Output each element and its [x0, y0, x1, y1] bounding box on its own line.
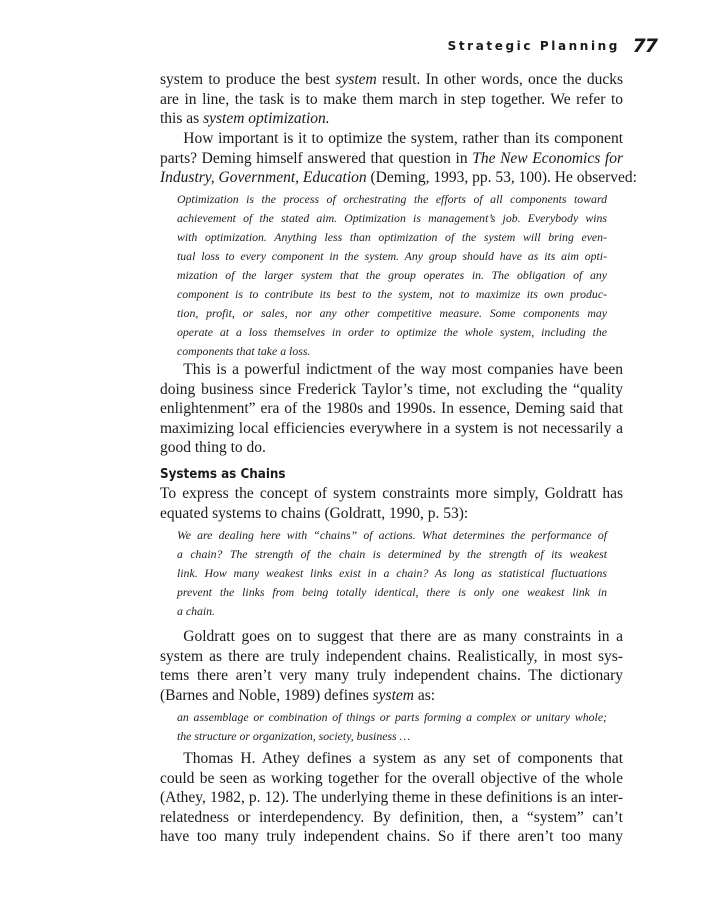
- text-run: tual loss to every component in the system. Any group should have as its aim opti-: [177, 249, 607, 263]
- text-line: [160, 788, 623, 808]
- text-line: [160, 438, 623, 458]
- text-run: result. In other words, once the ducks: [376, 71, 623, 88]
- text-run: tion, profit, or sales, nor any other competitive measure. Some components may: [177, 306, 607, 320]
- running-head: [300, 36, 657, 60]
- text-run: the structure or organization, society, business …: [177, 729, 411, 743]
- text-run: system as there are truly independent chains. Realistically, in most sys-: [160, 647, 623, 665]
- section-heading: Systems as Chains: [160, 467, 286, 482]
- text-line: [177, 727, 607, 746]
- text-run: components that take a loss.: [177, 344, 311, 358]
- text-line: [177, 228, 607, 247]
- text-run: have too many truly independent chains. So if there aren’t too many: [160, 828, 623, 845]
- text-line: [177, 602, 607, 621]
- paragraph-athey-definition: [160, 749, 623, 847]
- text-run: (Deming, 1993, pp. 53, 100). He observed:: [366, 169, 637, 186]
- italic-text: system optimization.: [203, 110, 330, 127]
- text-run: component is to contribute its best to the system, not to maximize its own produc-: [177, 287, 607, 301]
- paragraph-goldratt-chains: [160, 484, 623, 523]
- text-run: is the process of orchestrating the efforts of all components toward: [238, 192, 607, 206]
- text-line: [177, 708, 607, 727]
- text-line: [177, 564, 607, 583]
- text-line: [160, 149, 623, 169]
- text-run: prevent the links from being totally identical, there is only one weakest link in: [177, 585, 607, 599]
- text-line: [177, 323, 607, 342]
- text-line: [160, 129, 623, 149]
- text-line: [177, 583, 607, 602]
- text-line: [160, 399, 623, 419]
- text-run: equated systems to chains (Goldratt, 1990, p. 53):: [160, 504, 469, 522]
- page-number: 77: [632, 35, 657, 57]
- text-line: [177, 342, 607, 361]
- text-run: (Athey, 1982, p. 12). The underlying theme in these definitions is an inter-: [160, 789, 623, 806]
- text-line: [160, 70, 623, 90]
- text-line: [160, 666, 623, 686]
- italic-text: system: [372, 686, 414, 704]
- text-line: [160, 686, 623, 706]
- text-run: achievement of the stated aim. Optimization is management’s job. Everybody wins: [177, 211, 607, 225]
- text-run: an assemblage or combination of things or parts forming a complex or unitary whole;: [177, 710, 607, 724]
- text-run: link. How many weakest links exist in a chain? As long as statistical fluctuations: [177, 566, 607, 580]
- text-run: We are dealing here with “chains” of actions. What determines the performance of: [177, 528, 607, 542]
- text-line: [160, 419, 623, 439]
- text-run: with optimization. Anything less than optimization of the system will bring even-: [177, 230, 607, 244]
- text-run: this as: [160, 110, 204, 127]
- text-line: [160, 647, 623, 667]
- italic-text: Industry, Government, Education: [160, 169, 367, 186]
- text-line: [160, 380, 623, 400]
- text-line: [160, 504, 623, 524]
- text-run: relatedness or interdependency. By definition, then, a “system” can’t: [160, 808, 623, 826]
- text-line: [160, 749, 623, 769]
- text-line: [160, 484, 623, 504]
- text-run: as:: [413, 686, 436, 704]
- text-run: a chain.: [177, 604, 216, 618]
- blockquote-deming-optimization: [177, 190, 607, 361]
- text-line: [177, 526, 607, 545]
- text-run: (Barnes and Noble, 1989) defines: [160, 686, 373, 704]
- text-line: [160, 827, 623, 847]
- text-run: could be seen as working together for the overall objective of the whole: [160, 769, 623, 787]
- blockquote-dictionary-definition: [177, 708, 607, 746]
- text-run: This is a powerful indictment of the way most companies have been: [160, 361, 623, 378]
- text-line: [177, 209, 607, 228]
- paragraph-deming-question: [160, 129, 637, 188]
- paragraph-system-optimization: [160, 70, 623, 129]
- text-line: [177, 247, 607, 266]
- paragraph-independent-chains: [160, 627, 623, 705]
- italic-text: system: [335, 71, 377, 88]
- text-run: How important is it to optimize the system, rather than its component: [160, 130, 623, 147]
- text-line: [160, 90, 623, 110]
- text-line: [160, 109, 623, 129]
- running-head-title: Strategic Planning: [447, 39, 620, 53]
- text-run: a chain? The strength of the chain is determined by the strength of its weakest: [177, 547, 607, 561]
- text-run: Optimization: [177, 192, 239, 206]
- text-run: Thomas H. Athey defines a system as any set of components that: [160, 750, 623, 767]
- text-run: mization of the larger system that the group operates in. The obligation of any: [177, 268, 607, 282]
- text-run: Goldratt goes on to suggest that there are as many constraints in a: [160, 628, 623, 645]
- text-line: [160, 808, 623, 828]
- italic-text: The New Economics for: [472, 149, 623, 167]
- text-line: [160, 769, 623, 789]
- text-line: [177, 304, 607, 323]
- text-run: operate at a loss themselves in order to optimize the whole system, including the: [177, 325, 607, 339]
- text-run: tems there aren’t very many truly independent chains. The dictionary: [160, 667, 623, 684]
- text-run: are in line, the task is to make them march in step together. We refer to: [160, 90, 623, 108]
- text-run: system to produce the best: [160, 71, 336, 88]
- text-line: [177, 285, 607, 304]
- text-run: parts? Deming himself answered that question in: [160, 149, 473, 167]
- text-run: good thing to do.: [160, 439, 266, 456]
- text-run: enlightenment” era of the 1980s and 1990s. In essence, Deming said that: [160, 400, 623, 417]
- text-line: [177, 266, 607, 285]
- text-line: [160, 168, 637, 188]
- text-line: [177, 545, 607, 564]
- text-run: maximizing local efficiencies everywhere in a system is not necessarily a: [160, 419, 623, 437]
- text-run: To express the concept of system constraints more simply, Goldratt has: [160, 485, 623, 502]
- paragraph-powerful-indictment: [160, 360, 623, 458]
- blockquote-goldratt-chains: [177, 526, 607, 621]
- text-line: [160, 627, 623, 647]
- text-line: [160, 360, 623, 380]
- text-line: [177, 190, 607, 209]
- text-run: doing business since Frederick Taylor’s time, not excluding the “quality: [160, 380, 623, 398]
